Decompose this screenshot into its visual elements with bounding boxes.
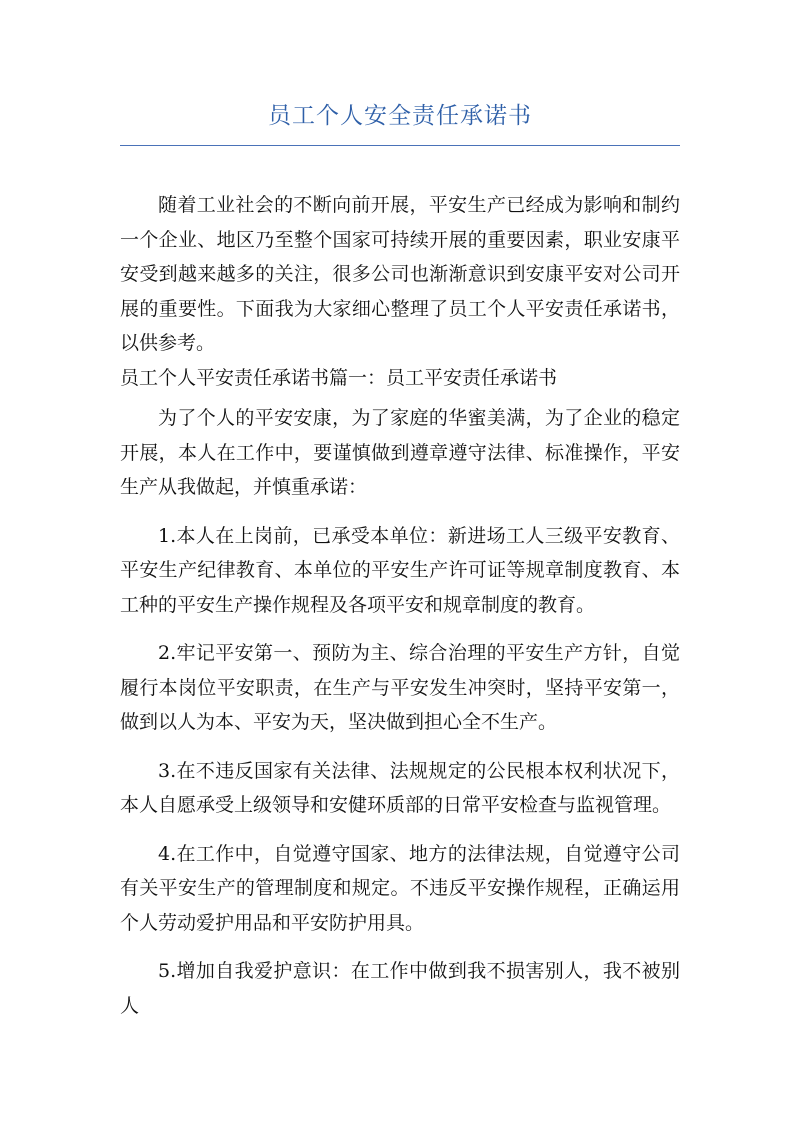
commitment-item-5: 5.增加自我爱护意识：在工作中做到我不损害别人，我不被别人 xyxy=(120,960,680,1017)
commitment-item-2: 2.牢记平安第一、预防为主、综合治理的平安生产方针，自觉履行本岗位平安职责，在生产与平安发生冲突时，坚持平安第一，做到以人为本、平安为天，坚决做到担心全不生产。 xyxy=(120,642,680,733)
commitment-item-3: 3.在不违反国家有关法律、法规规定的公民根本权利状况下，本人自愿承受上级领导和安健环质部的日常平安检查与监视管理。 xyxy=(120,759,680,816)
intro-paragraph: 随着工业社会的不断向前开展，平安生产已经成为影响和制约一个企业、地区乃至整个国家可持续开展的重要因素，职业安康平安受到越来越多的关注，很多公司也渐渐意识到安康平安对公司开展的重要性。下面我为大家细心整理了员工个人平安责任承诺书，以供参考。 xyxy=(120,194,680,354)
section-heading: 员工个人平安责任承诺书篇一：员工平安责任承诺书 xyxy=(120,366,558,389)
title-divider xyxy=(120,145,680,146)
opening-paragraph: 为了个人的平安安康，为了家庭的华蜜美满，为了企业的稳定开展，本人在工作中，要谨慎做到遵章遵守法律、标准操作，平安生产从我做起，并慎重承诺： xyxy=(120,407,680,498)
document-body xyxy=(120,188,680,1023)
commitment-item-4: 4.在工作中，自觉遵守国家、地方的法律法规，自觉遵守公司有关平安生产的管理制度和规定。不违反平安操作规程，正确运用个人劳动爱护用品和平安防护用具。 xyxy=(120,842,680,934)
document-title: 员工个人安全责任承诺书 xyxy=(268,103,532,129)
commitment-item-1: 1.本人在上岗前，已承受本单位：新进场工人三级平安教育、平安生产纪律教育、本单位的平安生产许可证等规章制度教育、本工种的平安生产操作规程及各项平安和规章制度的教育。 xyxy=(120,524,680,616)
